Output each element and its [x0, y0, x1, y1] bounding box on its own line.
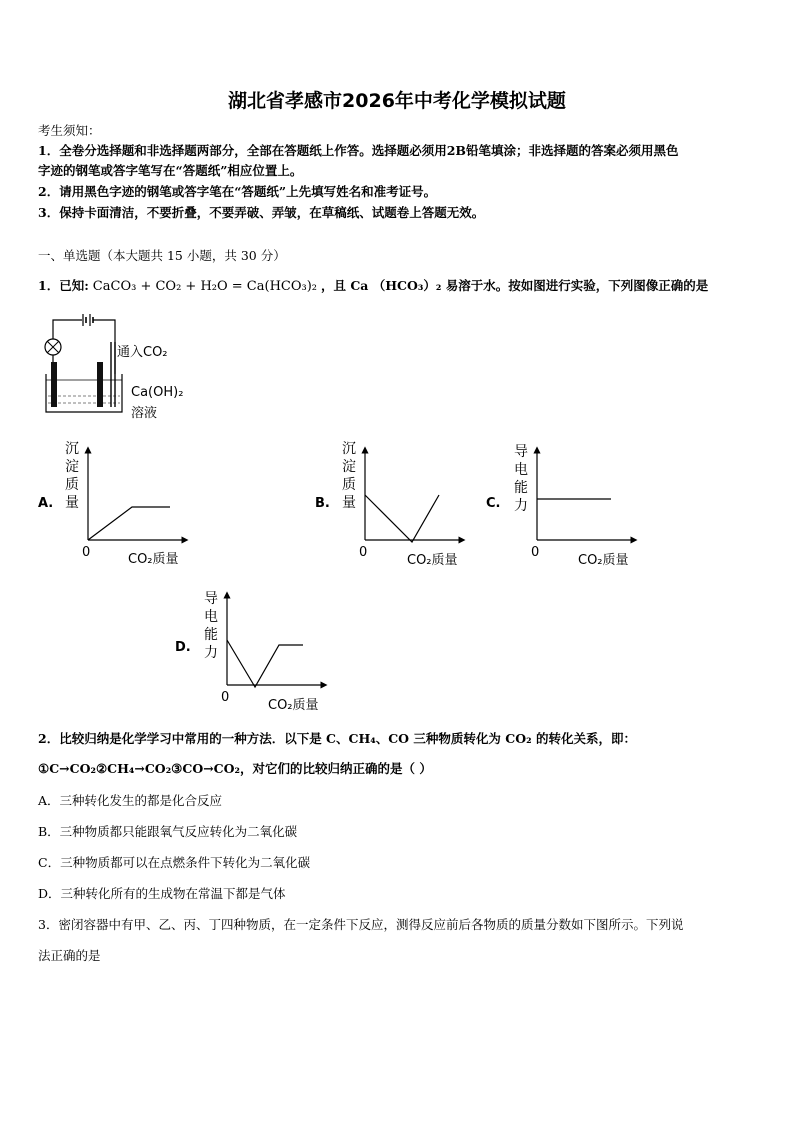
q3-stem-2: 法正确的是 [38, 948, 101, 963]
notice-item-2: 2．请用黑色字迹的钢笔或答字笔在“答题纸”上先填写姓名和准考证号。 [38, 184, 437, 199]
graph-c-xlabel: CO₂质量 [578, 553, 629, 568]
q2-option-d[interactable]: D．三种转化所有的生成物在常温下都是气体 [38, 886, 286, 901]
notice-item-1: 1．全卷分选择题和非选择题两部分，全部在答题纸上作答。选择题必须用2B铅笔填涂；非选择题的答案必须用黑色 [38, 143, 679, 158]
option-b-label[interactable]: B. [315, 496, 330, 511]
graph-b [359, 445, 469, 545]
graph-a-line [88, 507, 170, 540]
notice-item-1-cont: 字迹的钢笔或答字笔写在“答题纸”相应位置上。 [38, 163, 303, 178]
graph-d-line [227, 640, 303, 687]
graph-b-line [365, 495, 439, 542]
graph-a-origin: 0 [82, 545, 91, 560]
option-d-label[interactable]: D. [175, 640, 191, 655]
q2-option-b[interactable]: B．三种物质都只能跟氧气反应转化为二氧化碳 [38, 824, 298, 839]
graph-b-ylabel: 沉淀质量 [342, 441, 356, 511]
graph-a-ylabel: 沉淀质量 [65, 441, 79, 511]
apparatus-diagram [40, 312, 130, 422]
notice-heading: 考生须知： [38, 123, 101, 138]
q2-option-c[interactable]: C．三种物质都可以在点燃条件下转化为二氧化碳 [38, 855, 311, 870]
notice-item-3: 3．保持卡面清洁，不要折叠，不要弄破、弄皱，在草稿纸、试题卷上答题无效。 [38, 205, 485, 220]
q2-stem-1: 2．比较归纳是化学学习中常用的一种方法．以下是 C、CH₄、CO 三种物质转化为 CO₂ 的转化关系，即： [38, 731, 636, 746]
q3-stem-1: 3．密闭容器中有甲、乙、丙、丁四种物质，在一定条件下反应，测得反应前后各物质的质量分数如下图所示。下列说 [38, 917, 684, 932]
graph-c-ylabel: 导电能力 [514, 444, 528, 514]
q2-option-a[interactable]: A．三种转化发生的都是化合反应 [38, 793, 223, 808]
graph-d [221, 590, 331, 690]
graph-d-origin: 0 [221, 690, 230, 705]
graph-c [531, 445, 641, 545]
q1-stem [38, 276, 708, 294]
solution-label: Ca(OH)₂ [131, 385, 184, 400]
q1-equation: CaCO₃ + CO₂ + H₂O = Ca(HCO₃)₂ [92, 279, 318, 294]
q2-stem-2: ①C→CO₂②CH₄→CO₂③CO→CO₂，对它们的比较归纳正确的是（ ） [38, 761, 432, 776]
graph-a-xlabel: CO₂质量 [128, 552, 179, 567]
graph-c-origin: 0 [531, 545, 540, 560]
graph-b-origin: 0 [359, 545, 368, 560]
gas-label: 通入CO₂ [117, 345, 168, 360]
q1-suffix: ，且 Ca （HCO₃）₂ 易溶于水。按如图进行实验，下列图像正确的是 [321, 278, 709, 293]
graph-b-xlabel: CO₂质量 [407, 553, 458, 568]
q1-prefix: 1．已知: [38, 278, 89, 293]
graph-a [82, 445, 192, 545]
graph-d-xlabel: CO₂质量 [268, 698, 319, 713]
section-heading: 一、单选题（本大题共 15 小题，共 30 分） [38, 248, 286, 263]
option-c-label[interactable]: C. [486, 496, 501, 511]
solution-label-2: 溶液 [131, 406, 158, 421]
page-title: 湖北省孝感市2026年中考化学模拟试题 [228, 90, 566, 112]
graph-d-ylabel: 导电能力 [204, 591, 218, 661]
option-a-label[interactable]: A. [38, 496, 54, 511]
